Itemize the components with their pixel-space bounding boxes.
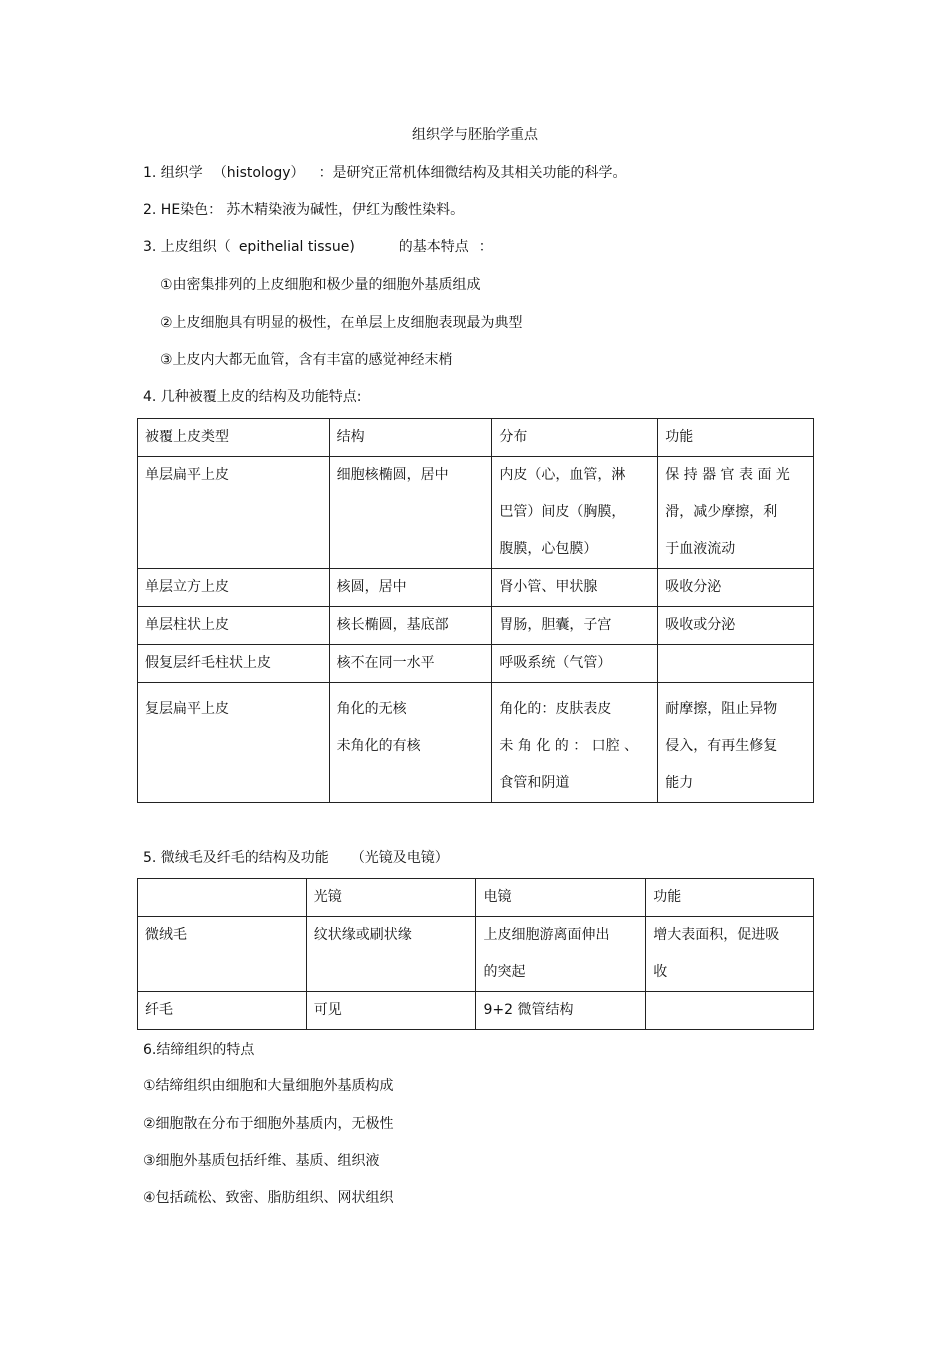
table-row bbox=[138, 992, 814, 1030]
table-header-row bbox=[138, 879, 814, 917]
table-header-row bbox=[138, 419, 814, 457]
item-1 bbox=[143, 163, 627, 183]
item-2-num: 2. HE染色： bbox=[143, 202, 223, 218]
page-title: 组织学与胚胎学重点 bbox=[412, 127, 538, 143]
item-3-point-2: ②上皮细胞具有明显的极性，在单层上皮细胞表现最为典型 bbox=[160, 315, 523, 331]
table-header-cell: 功能 bbox=[658, 419, 814, 457]
cilia-table bbox=[137, 878, 814, 1030]
table-row bbox=[138, 683, 814, 803]
table-cell: 肾小管、甲状腺 bbox=[492, 569, 658, 607]
table-cell: 单层扁平上皮 bbox=[138, 457, 330, 569]
table-cell: 内皮（心，血管，淋 巴管）间皮（胸膜， 腹膜，心包膜） bbox=[492, 457, 658, 569]
item-2 bbox=[143, 200, 464, 220]
table-cell: 假复层纤毛柱状上皮 bbox=[138, 645, 330, 683]
item-5-text: 5. 微绒毛及纤毛的结构及功能 bbox=[143, 850, 329, 866]
table-cell: 纤毛 bbox=[138, 992, 307, 1030]
table-cell: 吸收分泌 bbox=[658, 569, 814, 607]
table-header-cell: 功能 bbox=[646, 879, 814, 917]
table-header-cell: 电镜 bbox=[476, 879, 646, 917]
table-cell: 胃肠，胆囊，子宫 bbox=[492, 607, 658, 645]
item-3-point-3: ③上皮内大都无血管，含有丰富的感觉神经末梢 bbox=[160, 352, 453, 368]
table-row bbox=[138, 645, 814, 683]
table-row bbox=[138, 607, 814, 645]
table-header-cell: 被覆上皮类型 bbox=[138, 419, 330, 457]
table-header-cell bbox=[138, 879, 307, 917]
table-cell: 吸收或分泌 bbox=[658, 607, 814, 645]
table-cell: 耐摩擦，阻止异物 侵入，有再生修复 能力 bbox=[658, 683, 814, 803]
table-cell: 核长椭圆，基底部 bbox=[329, 607, 492, 645]
table-cell: 角化的：皮肤表皮 未 角 化 的 ： 口腔 、 食管和阴道 bbox=[492, 683, 658, 803]
item-5 bbox=[143, 848, 449, 868]
table-cell: 核不在同一水平 bbox=[329, 645, 492, 683]
item-1-num: 1. 组织学 bbox=[143, 165, 203, 181]
item-6-point-2: ②细胞散在分布于细胞外基质内，无极性 bbox=[143, 1116, 394, 1132]
table-cell: 角化的无核 未角化的有核 bbox=[329, 683, 492, 803]
item-2-rest: 苏木精染液为碱性，伊红为酸性染料。 bbox=[226, 202, 465, 218]
item-4: 4. 几种被覆上皮的结构及功能特点: bbox=[143, 389, 362, 405]
item-3-point-1: ①由密集排列的上皮细胞和极少量的细胞外基质组成 bbox=[160, 277, 481, 293]
item-6-point-1: ①结缔组织由细胞和大量细胞外基质构成 bbox=[143, 1078, 394, 1094]
table-cell: 纹状缘或刷状缘 bbox=[306, 917, 476, 992]
item-3 bbox=[143, 237, 493, 257]
item-1-term: （histology） bbox=[212, 165, 305, 181]
table-cell: 核圆，居中 bbox=[329, 569, 492, 607]
table-header-cell: 分布 bbox=[492, 419, 658, 457]
item-3-rest: 的基本特点 bbox=[398, 239, 469, 255]
table-cell: 保 持 器 官 表 面 光 滑，减少摩擦，利 于血液流动 bbox=[658, 457, 814, 569]
table-row bbox=[138, 917, 814, 992]
item-6-point-3: ③细胞外基质包括纤维、基质、组织液 bbox=[143, 1153, 380, 1169]
table-cell bbox=[658, 645, 814, 683]
epithelium-table bbox=[137, 418, 814, 803]
table-cell: 可见 bbox=[306, 992, 476, 1030]
table-cell: 微绒毛 bbox=[138, 917, 307, 992]
table-header-cell: 光镜 bbox=[306, 879, 476, 917]
table-cell: 复层扁平上皮 bbox=[138, 683, 330, 803]
table-cell: 增大表面积，促进吸 收 bbox=[646, 917, 814, 992]
table-row bbox=[138, 569, 814, 607]
table-cell: 呼吸系统（气管） bbox=[492, 645, 658, 683]
table-cell: 9+2 微管结构 bbox=[476, 992, 646, 1030]
item-6: 6.结缔组织的特点 bbox=[143, 1042, 255, 1058]
table-cell: 单层柱状上皮 bbox=[138, 607, 330, 645]
table-header-cell: 结构 bbox=[329, 419, 492, 457]
item-6-point-4: ④包括疏松、致密、脂肪组织、网状组织 bbox=[143, 1190, 394, 1206]
table-cell: 细胞核椭圆，居中 bbox=[329, 457, 492, 569]
item-3-num: 3. 上皮组织（ bbox=[143, 239, 231, 255]
table-cell: 上皮细胞游离面伸出 的突起 bbox=[476, 917, 646, 992]
table-row bbox=[138, 457, 814, 569]
item-3-colon: ： bbox=[478, 239, 493, 255]
item-5-paren: （光镜及电镜） bbox=[350, 850, 449, 866]
table-cell: 单层立方上皮 bbox=[138, 569, 330, 607]
item-3-term: epithelial tissue) bbox=[238, 239, 355, 255]
item-1-rest: ：是研究正常机体细微结构及其相关功能的科学。 bbox=[318, 165, 627, 181]
table-cell bbox=[646, 992, 814, 1030]
